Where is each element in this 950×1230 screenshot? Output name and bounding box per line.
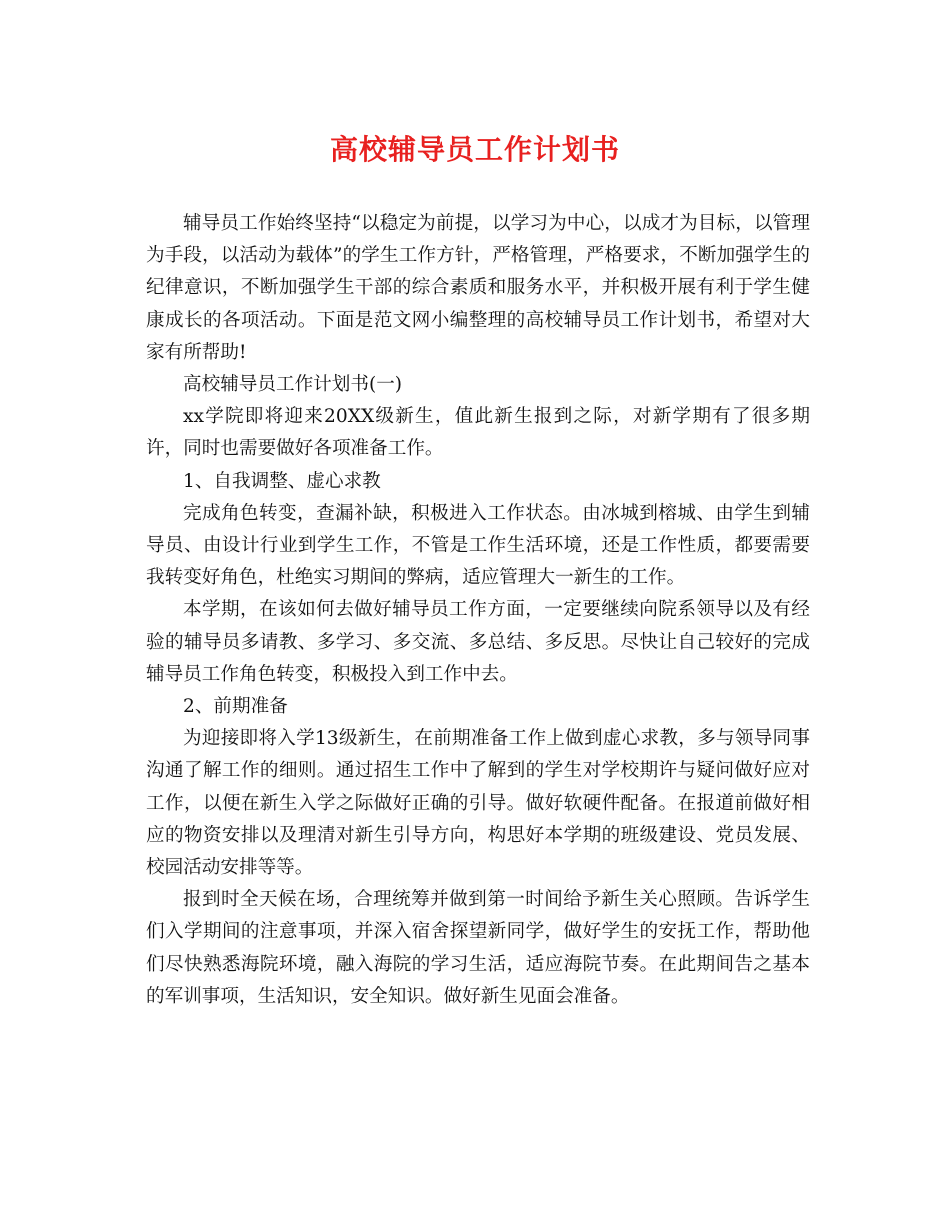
- document-body: [146, 208, 810, 1013]
- document-title: 高校辅导员工作计划书: [329, 133, 620, 166]
- body-paragraph: 本学期，在该如何去做好辅导员工作方面，一定要继续向院系领导以及有经验的辅导员多请教、多学习、多交流、多总结、多反思。尽快让自己较好的完成辅导员工作角色转变，积极投入到工作中去。: [146, 599, 810, 685]
- body-paragraph: xx学院即将迎来20XX级新生，值此新生报到之际，对新学期有了很多期许，同时也需要做好各项准备工作。: [146, 406, 810, 460]
- body-paragraph: 报到时全天候在场，合理统筹并做到第一时间给予新生关心照顾。告诉学生们入学期间的注意事项，并深入宿舍探望新同学，做好学生的安抚工作，帮助他们尽快熟悉海院环境，融入海院的学习生活，适应海院节奏。在此期间告之基本的军训事项，生活知识，安全知识。做好新生见面会准备。: [146, 889, 810, 1007]
- intro-paragraph: 辅导员工作始终坚持“以稳定为前提，以学习为中心，以成才为目标，以管理为手段，以活动为载体”的学生工作方针，严格管理，严格要求，不断加强学生的纪律意识，不断加强学生干部的综合素质和服务水平，并积极开展有利于学生健康成长的各项活动。下面是范文网小编整理的高校辅导员工作计划书，希望对大家有所帮助!: [146, 213, 810, 363]
- subheading-preparation: 2、前期准备: [183, 696, 288, 718]
- body-paragraph: 为迎接即将入学13级新生，在前期准备工作上做到虚心求教，多与领导同事沟通了解工作的细则。通过招生工作中了解到的学生对学校期许与疑问做好应对工作，以便在新生入学之际做好正确的引导。做好软硬件配备。在报道前做好相应的物资安排以及理清对新生引导方向，构思好本学期的班级建设、党员发展、校园活动安排等等。: [146, 728, 810, 879]
- section-heading: 高校辅导员工作计划书(一): [183, 374, 403, 396]
- body-paragraph: 完成角色转变，查漏补缺，积极进入工作状态。由冰城到榕城、由学生到辅导员、由设计行业到学生工作，不管是工作生活环境，还是工作性质，都要需要我转变好角色，杜绝实习期间的弊病，适应管理大一新生的工作。: [146, 502, 810, 589]
- subheading-self-adjustment: 1、自我调整、虚心求教: [183, 470, 381, 492]
